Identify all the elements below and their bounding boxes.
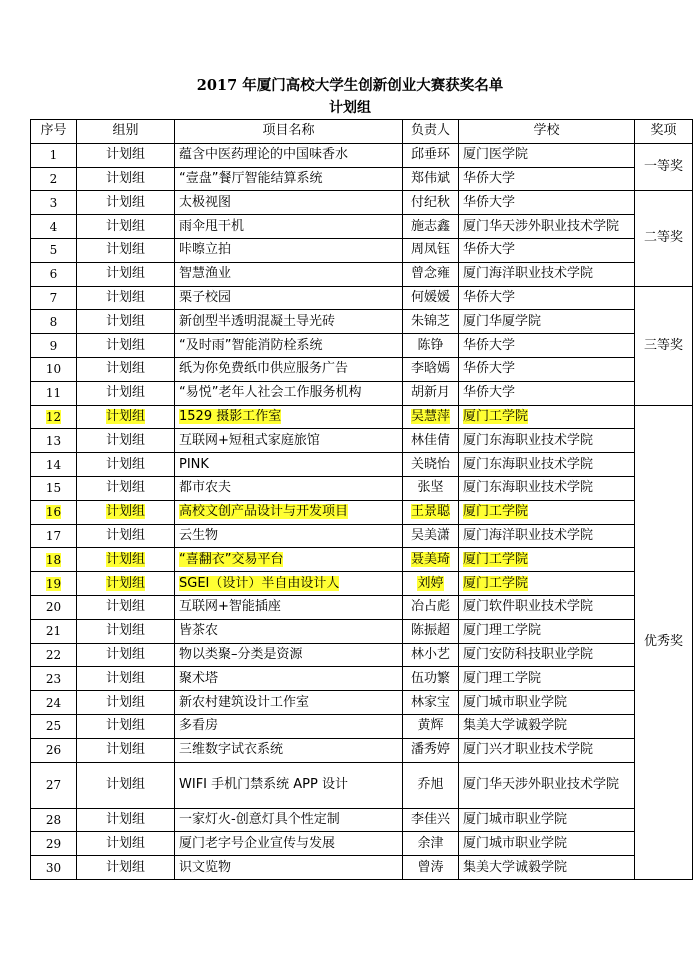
row-school: 厦门海洋职业技术学院 bbox=[459, 262, 635, 286]
row-no: 27 bbox=[31, 762, 77, 808]
row-school: 厦门理工学院 bbox=[459, 667, 635, 691]
row-project: 互联网+智能插座 bbox=[175, 595, 403, 619]
row-project: 咔嚓立拍 bbox=[175, 238, 403, 262]
row-no: 23 bbox=[31, 667, 77, 691]
row-school: 厦门城市职业学院 bbox=[459, 691, 635, 715]
row-leader: 关晓怡 bbox=[403, 453, 459, 477]
row-leader: 付纪秋 bbox=[403, 191, 459, 215]
row-leader bbox=[403, 405, 459, 429]
row-no bbox=[31, 548, 77, 572]
row-project: 一家灯火-创意灯具个性定制 bbox=[175, 808, 403, 832]
row-project: “及时雨”智能消防栓系统 bbox=[175, 334, 403, 358]
table-row bbox=[31, 215, 693, 239]
row-leader bbox=[403, 500, 459, 524]
row-no: 24 bbox=[31, 691, 77, 715]
row-no: 15 bbox=[31, 476, 77, 500]
row-project: 雨伞甩干机 bbox=[175, 215, 403, 239]
row-no: 6 bbox=[31, 262, 77, 286]
row-no: 22 bbox=[31, 643, 77, 667]
row-school: 厦门东海职业技术学院 bbox=[459, 476, 635, 500]
row-school bbox=[459, 500, 635, 524]
row-no: 10 bbox=[31, 357, 77, 381]
row-school: 厦门华厦学院 bbox=[459, 310, 635, 334]
row-group: 计划组 bbox=[77, 808, 175, 832]
row-group: 计划组 bbox=[77, 453, 175, 477]
row-no: 9 bbox=[31, 334, 77, 358]
row-no: 28 bbox=[31, 808, 77, 832]
row-group-highlight: 计划组 bbox=[105, 551, 145, 567]
row-school: 华侨大学 bbox=[459, 381, 635, 405]
row-project-highlight: SGEI（设计）半自由设计人 bbox=[179, 575, 340, 591]
table-row bbox=[31, 429, 693, 453]
row-school: 厦门东海职业技术学院 bbox=[459, 453, 635, 477]
row-leader: 黄辉 bbox=[403, 714, 459, 738]
row-project: 太极视图 bbox=[175, 191, 403, 215]
row-leader-highlight: 聂美琦 bbox=[410, 551, 450, 567]
row-group: 计划组 bbox=[77, 691, 175, 715]
row-no: 30 bbox=[31, 856, 77, 880]
row-group: 计划组 bbox=[77, 476, 175, 500]
header-school: 学校 bbox=[459, 120, 635, 144]
row-group: 计划组 bbox=[77, 357, 175, 381]
row-school: 厦门理工学院 bbox=[459, 619, 635, 643]
award-cell: 三等奖 bbox=[635, 286, 693, 405]
row-project: 蕴含中医药理论的中国味香水 bbox=[175, 143, 403, 167]
row-leader: 胡新月 bbox=[403, 381, 459, 405]
row-project: 皆茶农 bbox=[175, 619, 403, 643]
row-no: 21 bbox=[31, 619, 77, 643]
row-group: 计划组 bbox=[77, 429, 175, 453]
table-row bbox=[31, 832, 693, 856]
row-leader bbox=[403, 548, 459, 572]
table-row bbox=[31, 595, 693, 619]
row-project: 互联网+短租式家庭旅馆 bbox=[175, 429, 403, 453]
row-group-highlight: 计划组 bbox=[105, 575, 145, 591]
award-cell: 一等奖 bbox=[635, 143, 693, 191]
row-no-highlight: 12 bbox=[45, 409, 62, 424]
row-school: 厦门安防科技职业学院 bbox=[459, 643, 635, 667]
table-row bbox=[31, 357, 693, 381]
row-project: 厦门老字号企业宣传与发展 bbox=[175, 832, 403, 856]
row-leader: 吴美潇 bbox=[403, 524, 459, 548]
table-row bbox=[31, 143, 693, 167]
row-project-highlight: “喜翻衣”交易平台 bbox=[179, 551, 284, 567]
row-leader: 李佳兴 bbox=[403, 808, 459, 832]
row-school: 华侨大学 bbox=[459, 167, 635, 191]
document-title: 2017 年厦门高校大学生创新创业大赛获奖名单 bbox=[196, 77, 504, 94]
row-no: 3 bbox=[31, 191, 77, 215]
row-project: 栗子校园 bbox=[175, 286, 403, 310]
row-school: 厦门兴才职业技术学院 bbox=[459, 738, 635, 762]
row-no: 1 bbox=[31, 143, 77, 167]
row-project: WIFI 手机门禁系统 APP 设计 bbox=[175, 762, 403, 808]
row-group: 计划组 bbox=[77, 738, 175, 762]
row-leader: 朱锦芝 bbox=[403, 310, 459, 334]
row-school bbox=[459, 572, 635, 596]
row-school: 厦门城市职业学院 bbox=[459, 832, 635, 856]
table-row bbox=[31, 762, 693, 808]
table-row bbox=[31, 691, 693, 715]
row-leader: 乔旭 bbox=[403, 762, 459, 808]
row-school-highlight: 厦门工学院 bbox=[463, 575, 529, 591]
row-school: 厦门海洋职业技术学院 bbox=[459, 524, 635, 548]
row-project: 纸为你免费纸巾供应服务广告 bbox=[175, 357, 403, 381]
row-group bbox=[77, 548, 175, 572]
table-row bbox=[31, 476, 693, 500]
row-no: 13 bbox=[31, 429, 77, 453]
row-project: 智慧渔业 bbox=[175, 262, 403, 286]
row-school: 厦门城市职业学院 bbox=[459, 808, 635, 832]
row-no bbox=[31, 572, 77, 596]
row-group: 计划组 bbox=[77, 524, 175, 548]
row-group: 计划组 bbox=[77, 714, 175, 738]
row-project: “壹盘”餐厅智能结算系统 bbox=[175, 167, 403, 191]
row-leader: 林家宝 bbox=[403, 691, 459, 715]
row-group: 计划组 bbox=[77, 191, 175, 215]
document-subtitle: 计划组 bbox=[329, 100, 371, 116]
row-school: 华侨大学 bbox=[459, 334, 635, 358]
row-no-highlight: 19 bbox=[45, 576, 62, 591]
row-project: 新创型半透明混凝土导光砖 bbox=[175, 310, 403, 334]
row-school: 华侨大学 bbox=[459, 286, 635, 310]
table-row bbox=[31, 572, 693, 596]
row-project: 云生物 bbox=[175, 524, 403, 548]
row-project: 多看房 bbox=[175, 714, 403, 738]
row-leader: 林小艺 bbox=[403, 643, 459, 667]
row-school: 集美大学诚毅学院 bbox=[459, 714, 635, 738]
table-row bbox=[31, 714, 693, 738]
row-school: 厦门东海职业技术学院 bbox=[459, 429, 635, 453]
table-row bbox=[31, 405, 693, 429]
row-project bbox=[175, 500, 403, 524]
row-group: 计划组 bbox=[77, 286, 175, 310]
row-project: 识文览物 bbox=[175, 856, 403, 880]
row-project: 聚术塔 bbox=[175, 667, 403, 691]
row-school: 厦门软件职业技术学院 bbox=[459, 595, 635, 619]
table-row bbox=[31, 643, 693, 667]
table-row bbox=[31, 262, 693, 286]
row-project-highlight: 1529 摄影工作室 bbox=[179, 408, 282, 424]
row-no: 7 bbox=[31, 286, 77, 310]
row-no: 20 bbox=[31, 595, 77, 619]
row-project: PINK bbox=[175, 453, 403, 477]
row-no-highlight: 16 bbox=[45, 505, 62, 520]
header-group: 组别 bbox=[77, 120, 175, 144]
table-row bbox=[31, 286, 693, 310]
row-group: 计划组 bbox=[77, 143, 175, 167]
row-leader: 何媛媛 bbox=[403, 286, 459, 310]
row-leader: 陈振超 bbox=[403, 619, 459, 643]
table-row bbox=[31, 310, 693, 334]
table-row bbox=[31, 167, 693, 191]
row-no: 25 bbox=[31, 714, 77, 738]
row-group: 计划组 bbox=[77, 262, 175, 286]
row-project bbox=[175, 548, 403, 572]
row-group: 计划组 bbox=[77, 619, 175, 643]
table-row bbox=[31, 619, 693, 643]
row-group bbox=[77, 572, 175, 596]
row-leader: 林佳倩 bbox=[403, 429, 459, 453]
row-group: 计划组 bbox=[77, 310, 175, 334]
row-project: “易悦”老年人社会工作服务机构 bbox=[175, 381, 403, 405]
row-no: 4 bbox=[31, 215, 77, 239]
header-project: 项目名称 bbox=[175, 120, 403, 144]
row-leader-highlight: 吴慧萍 bbox=[410, 408, 450, 424]
header-no: 序号 bbox=[31, 120, 77, 144]
row-leader: 冶占彪 bbox=[403, 595, 459, 619]
row-school-highlight: 厦门工学院 bbox=[463, 408, 529, 424]
row-group: 计划组 bbox=[77, 167, 175, 191]
table-row bbox=[31, 524, 693, 548]
row-group bbox=[77, 500, 175, 524]
row-group: 计划组 bbox=[77, 856, 175, 880]
row-school: 厦门华天涉外职业技术学院 bbox=[459, 762, 635, 808]
table-row bbox=[31, 856, 693, 880]
row-no: 14 bbox=[31, 453, 77, 477]
row-school: 华侨大学 bbox=[459, 191, 635, 215]
row-school: 华侨大学 bbox=[459, 357, 635, 381]
header-leader: 负责人 bbox=[403, 120, 459, 144]
header-award: 奖项 bbox=[635, 120, 693, 144]
table-row bbox=[31, 500, 693, 524]
row-group: 计划组 bbox=[77, 762, 175, 808]
row-no: 29 bbox=[31, 832, 77, 856]
row-leader: 伍功繁 bbox=[403, 667, 459, 691]
row-leader: 李晗嫣 bbox=[403, 357, 459, 381]
table-row bbox=[31, 381, 693, 405]
row-no: 26 bbox=[31, 738, 77, 762]
row-project: 新农村建筑设计工作室 bbox=[175, 691, 403, 715]
row-group: 计划组 bbox=[77, 215, 175, 239]
row-group: 计划组 bbox=[77, 381, 175, 405]
award-table bbox=[30, 119, 693, 880]
row-school bbox=[459, 548, 635, 572]
row-project: 都市农夫 bbox=[175, 476, 403, 500]
table-row bbox=[31, 238, 693, 262]
row-project: 物以类聚–分类是资源 bbox=[175, 643, 403, 667]
row-no: 11 bbox=[31, 381, 77, 405]
row-no: 17 bbox=[31, 524, 77, 548]
table-row bbox=[31, 191, 693, 215]
row-no-highlight: 18 bbox=[45, 552, 62, 567]
row-school: 厦门华天涉外职业技术学院 bbox=[459, 215, 635, 239]
row-group: 计划组 bbox=[77, 595, 175, 619]
row-leader: 张坚 bbox=[403, 476, 459, 500]
row-leader: 陈铮 bbox=[403, 334, 459, 358]
row-no: 8 bbox=[31, 310, 77, 334]
row-group: 计划组 bbox=[77, 643, 175, 667]
row-group-highlight: 计划组 bbox=[105, 504, 145, 520]
row-group: 计划组 bbox=[77, 334, 175, 358]
row-school-highlight: 厦门工学院 bbox=[463, 551, 529, 567]
row-group: 计划组 bbox=[77, 238, 175, 262]
row-leader: 潘秀婷 bbox=[403, 738, 459, 762]
table-row bbox=[31, 738, 693, 762]
row-school: 华侨大学 bbox=[459, 238, 635, 262]
row-school: 集美大学诚毅学院 bbox=[459, 856, 635, 880]
table-row bbox=[31, 667, 693, 691]
row-project-highlight: 高校文创产品设计与开发项目 bbox=[179, 504, 349, 520]
row-leader: 周凤钰 bbox=[403, 238, 459, 262]
row-school bbox=[459, 405, 635, 429]
row-no: 5 bbox=[31, 238, 77, 262]
row-leader: 曾涛 bbox=[403, 856, 459, 880]
row-group: 计划组 bbox=[77, 667, 175, 691]
award-cell: 优秀奖 bbox=[635, 405, 693, 879]
row-no bbox=[31, 500, 77, 524]
table-header-row bbox=[31, 120, 693, 144]
row-group: 计划组 bbox=[77, 832, 175, 856]
row-leader: 郑伟斌 bbox=[403, 167, 459, 191]
row-project: 三维数字试衣系统 bbox=[175, 738, 403, 762]
row-project bbox=[175, 572, 403, 596]
table-row bbox=[31, 334, 693, 358]
row-leader-highlight: 刘婷 bbox=[417, 575, 444, 591]
table-row bbox=[31, 453, 693, 477]
row-school-highlight: 厦门工学院 bbox=[463, 504, 529, 520]
row-leader bbox=[403, 572, 459, 596]
row-project bbox=[175, 405, 403, 429]
row-leader: 余津 bbox=[403, 832, 459, 856]
row-no: 2 bbox=[31, 167, 77, 191]
row-group-highlight: 计划组 bbox=[105, 408, 145, 424]
row-leader: 施志鑫 bbox=[403, 215, 459, 239]
row-no bbox=[31, 405, 77, 429]
row-leader-highlight: 王景聪 bbox=[410, 504, 450, 520]
award-cell: 二等奖 bbox=[635, 191, 693, 286]
row-leader: 曾念雍 bbox=[403, 262, 459, 286]
table-row bbox=[31, 808, 693, 832]
row-group bbox=[77, 405, 175, 429]
row-school: 厦门医学院 bbox=[459, 143, 635, 167]
table-body bbox=[31, 143, 693, 879]
table-row bbox=[31, 548, 693, 572]
row-leader: 邱垂环 bbox=[403, 143, 459, 167]
